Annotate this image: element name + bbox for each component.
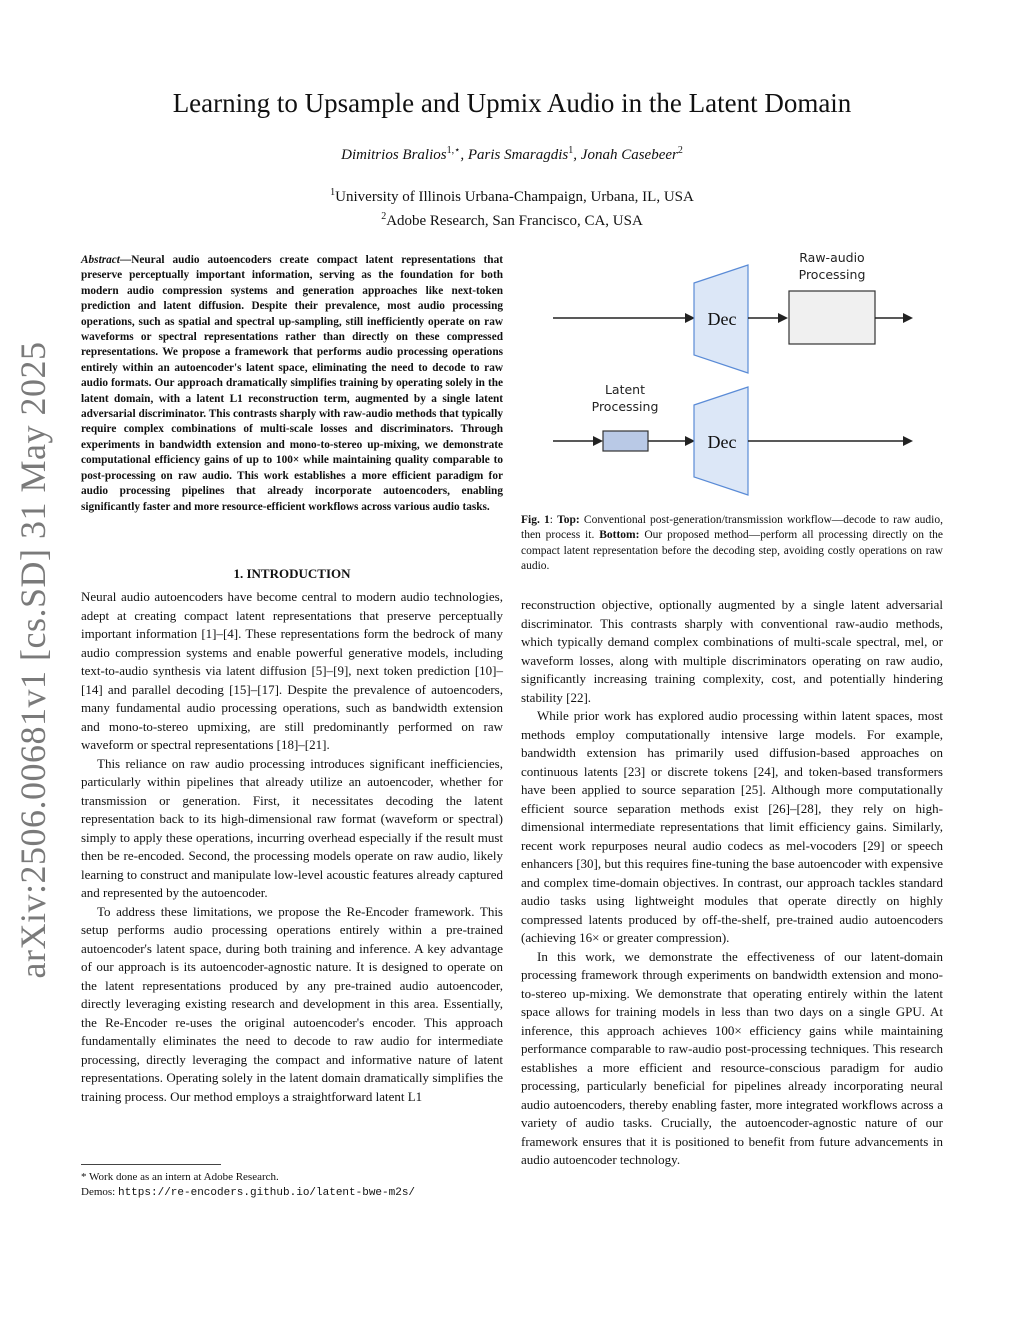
decoder-label-bottom: Dec	[707, 432, 737, 452]
raw-audio-label-line1: Raw-audio	[799, 250, 865, 265]
paragraph: Neural audio autoencoders have become central to modern audio technologies, adept at creating compact latent representations that preserve perceptually important information [1]–[4]. These representations form the bedrock of many audio compression systems and enable powerful generative models, including text-to-audio synthesis via latent diffusion [5]–[9], next token prediction [10]–[14] and parallel decoding [15]–[17]. Despite the prevalence of autoencoders, many fundamental audio processing operations, such as bandwidth extension and mono-to-stereo upmixing, are still predominantly performed on raw waveform or spectral representations [18]–[21].	[81, 589, 503, 752]
affiliation-list	[0, 183, 1024, 231]
affil-marker: 1	[330, 187, 336, 198]
caption-top-label: Top:	[557, 514, 580, 526]
abstract-label: Abstract	[81, 254, 120, 266]
arxiv-identifier	[12, 341, 54, 979]
raw-audio-label-line2: Processing	[798, 267, 866, 282]
section-heading-introduction: 1. INTRODUCTION	[233, 566, 351, 581]
affiliation	[0, 207, 1024, 231]
latent-processing-block	[603, 431, 648, 451]
figure-1-caption: Fig. 1: Top: Conventional post-generation/transmission workflow—decode to raw audio, then process it. Bottom: Our proposed method—perform all processing directly on the compact latent representation before the decoding step, avoiding costly operations on raw audio.	[521, 514, 943, 573]
footnotes	[81, 1170, 503, 1201]
paragraph: reconstruction objective, optionally augmented by a single latent adversarial discriminator. This contrasts sharply with conventional raw-audio methods, which typically demand complex combinations of multi-scale spectral, mel, or waveform losses, along with multiple discriminators operating on raw audio, significantly increasing training complexity, cost, and potentially hindering stability [22].	[521, 597, 943, 705]
footnote-divider	[81, 1164, 221, 1165]
paragraph: While prior work has explored audio processing within latent spaces, most methods employ computationally intensive large models. For example, bandwidth extension has primarily used diffusion-based approaches on continuous latents [23] or discrete tokens [24], and token-based transformers have been applied to source separation [25]. Although more computationally efficient source separation methods exist [26]–[28], they rely on high-dimensional intermediate representations that limit efficiency gains. Similarly, recent work repurposes neural audio codecs as mel-vocoders [29] or speech enhancers [30], but this requires fine-tuning the base autoencoder with expensive and complex time-domain objectives. In contrast, our approach tackles standard audio tasks using lightweight modules that operate directly on highly compressed latents produced by off-the-shelf, pre-trained audio autoencoders (achieving 16× or greater compression).	[521, 708, 943, 945]
arxiv-identifier-text: arXiv:2506.00681v1 [cs.SD] 31 May 2025	[13, 341, 53, 979]
demos-label: Demos:	[81, 1186, 116, 1198]
caption-top-text: Conventional post-generation/transmission workflow—decode to raw audio, then process it.	[521, 514, 943, 542]
author-list: Dimitrios Bralios$^{1,⋆}$, Paris Smaragdis$^1$, Jonah Casebeer$^2$	[341, 145, 683, 163]
paper-title: Learning to Upsample and Upmix Audio in the Latent Domain	[172, 88, 852, 118]
author-name: Dimitrios Bralios	[341, 147, 447, 163]
introduction-right-column	[521, 596, 943, 1170]
latent-label-line2: Processing	[591, 399, 659, 414]
figure-1-diagram	[521, 245, 943, 510]
paragraph: In this work, we demonstrate the effectiveness of our latent-domain processing framework through experiments on bandwidth extension and mono-to-stereo up-mixing. We demonstrate that operating entirely within the latent space allows for training models in less than two days on a single GPU. At inference, this approach achieves 100× efficiency gains while maintaining performance comparable to raw-audio post-processing techniques. This research establishes a more efficient and resource-conscious paradigm for audio processing, particularly beneficial for pipelines already incorporating neural audio autoencoders, thereby enabling faster, more integrated workflows across a variety of audio tasks. Crucially, the autoencoder-agnostic nature of our framework ensures that it is positioned to benefit from future advancements in audio autoencoder technology.	[521, 948, 943, 1167]
abstract	[81, 253, 503, 515]
demos-link[interactable]: https://re-encoders.github.io/latent-bwe-m2s/	[117, 1187, 416, 1199]
footnote-demos	[81, 1185, 503, 1201]
caption-fig-label: Fig. 1	[521, 514, 550, 526]
raw-audio-processing-block	[789, 291, 875, 344]
abstract-text: —Neural audio autoencoders create compact latent representations that preserve perceptually important information, serving as the foundation for both modern audio compression systems and generation approaches like next-token prediction and latent diffusion. Despite their prevalence, most audio processing operations, such as spatial and spectral up-sampling, still inefficiently operate on raw waveforms or spectral representations rather than directly on these compressed representations. We propose a framework that performs audio processing operations entirely within an autoencoder's latent space, eliminating the need to decode to raw audio formats. Our approach dramatically simplifies training by operating solely in the latent domain, with a latent L1 reconstruction term, augmented by a single latent adversarial discriminator. This contrasts sharply with raw-audio methods that typically require complex combinations of multi-scale losses and discriminators. Through experiments in bandwidth extension and mono-to-stereo up-mixing, we demonstrate computational efficiency gains of up to 100× while maintaining quality comparable to post-processing on raw audio. This work establishes a more efficient paradigm for audio processing pipelines that already incorporate autoencoders, enabling significantly faster and more resource-efficient workflows across various audio tasks.	[81, 254, 503, 513]
author-affil-marker: 1,⋆	[446, 145, 461, 156]
affiliation	[0, 183, 1024, 207]
introduction-left-column	[81, 588, 503, 1106]
caption-bottom-label: Bottom:	[599, 529, 640, 542]
author-affil-marker: 2	[677, 145, 683, 156]
affil-text: University of Illinois Urbana-Champaign, Urbana, IL, USA	[335, 189, 694, 205]
affil-text: Adobe Research, San Francisco, CA, USA	[386, 213, 643, 229]
decoder-label-top: Dec	[707, 309, 737, 329]
author-name: Jonah Casebeer	[580, 147, 678, 163]
author-name: Paris Smaragdis	[467, 147, 569, 163]
paragraph: To address these limitations, we propose the Re-Encoder framework. This setup performs audio processing operations entirely within a pre-trained autoencoder's latent space, during both training and inference. A key advantage of our approach is its autoencoder-agnostic nature. It is designed to operate on the latent representations produced by any pre-trained audio autoencoder, directly leveraging existing research and development in this area. Essentially, the Re-Encoder re-uses the original autoencoder's encoder. This approach fundamentally eliminates the need to decode to raw audio for intermediate processing, directly leveraging the compact and informative nature of latent representations. Operating solely in the latent domain dramatically simplifies the training process. Our method employs a straightforward latent L1	[81, 903, 503, 1104]
paragraph: This reliance on raw audio processing introduces significant inefficiencies, particularly within pipelines that already utilize an autoencoder, whether for transmission or generation. First, it necessitates decoding the latent representation back to its high-dimensional raw format (waveform or spectral) simply to apply these operations, incurring overhead especially if the result must then be re-encoded. Second, the processing models operate on raw audio, likely learning to construct and manipulate low-level acoustic features already captured and represented by the autoencoder.	[81, 755, 503, 900]
latent-label-line1: Latent	[604, 382, 646, 397]
caption-bottom-text: Our proposed method—perform all processing directly on the compact latent representation before the decoding step, avoiding costly operations on raw audio.	[521, 529, 943, 573]
affil-marker: 2	[381, 211, 387, 222]
footnote-work-note: * Work done as an intern at Adobe Research.	[81, 1171, 279, 1183]
author-affil-marker: 1	[568, 145, 574, 156]
